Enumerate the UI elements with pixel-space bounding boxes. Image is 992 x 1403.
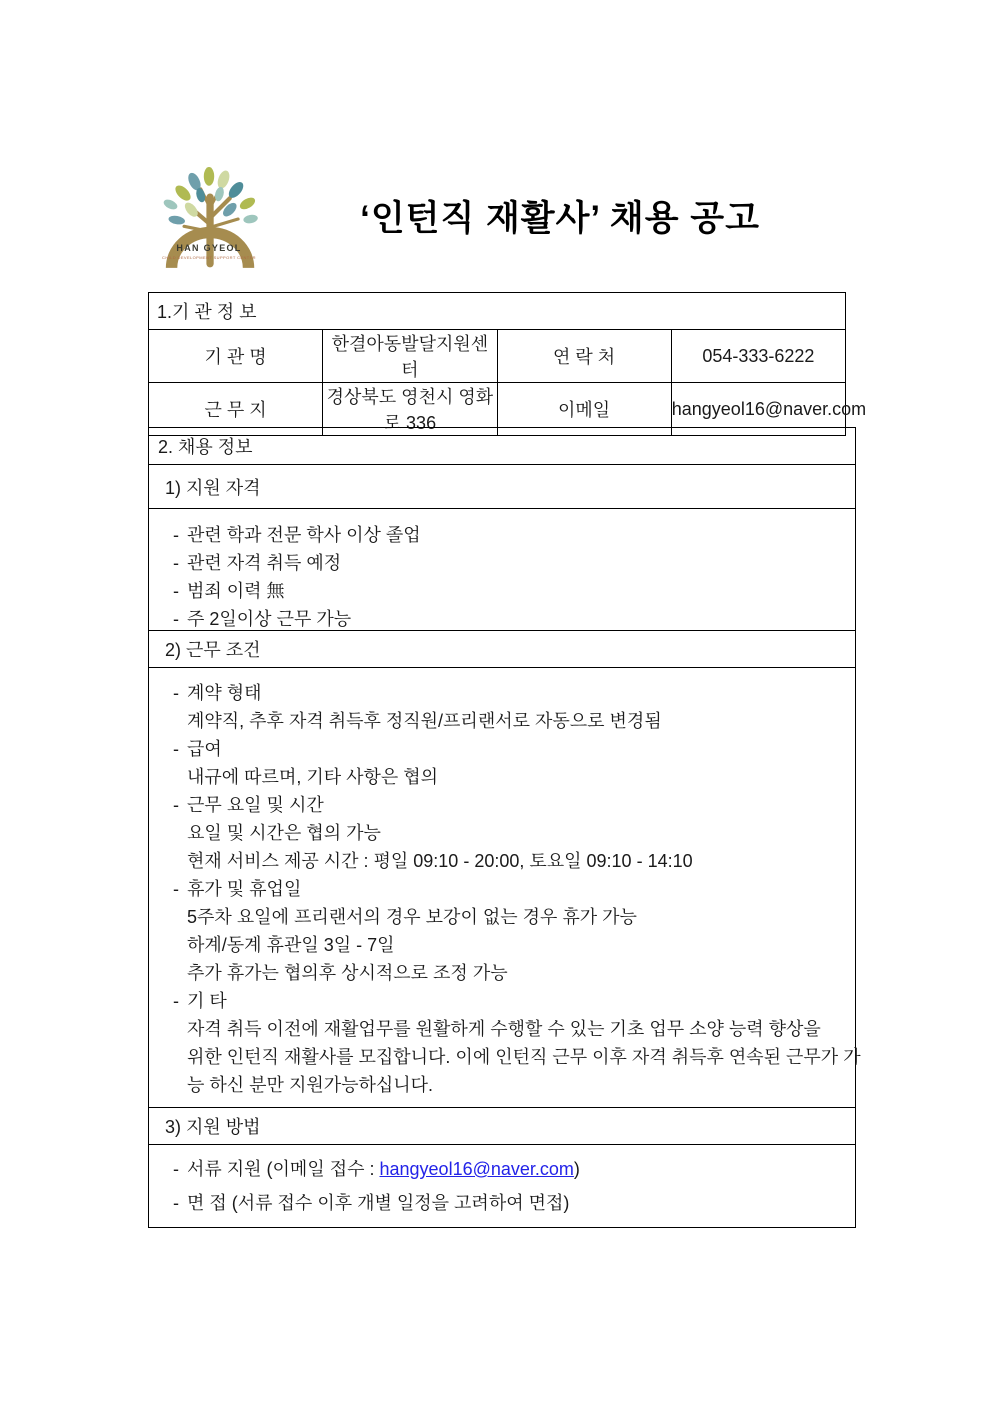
bullet-item: - 관련 자격 취득 예정 bbox=[149, 549, 855, 577]
dash-glyph: - bbox=[173, 739, 179, 759]
contact-label: 연 락 처 bbox=[497, 330, 671, 383]
org-info-table bbox=[148, 292, 867, 436]
dash-glyph: - bbox=[173, 1193, 179, 1213]
recruit-info-table-title: 2. 채용 정보 bbox=[149, 428, 855, 465]
bullet-item: - 범죄 이력 無 bbox=[149, 577, 855, 605]
bullet-item: - 주 2일이상 근무 가능 bbox=[149, 605, 855, 633]
section-heading-apply-method: 3) 지원 방법 bbox=[149, 1108, 855, 1145]
qualifications-list bbox=[149, 509, 855, 631]
dash-glyph: - bbox=[173, 991, 179, 1011]
bullet-item: - 근무 요일 및 시간 bbox=[149, 791, 855, 819]
section-heading-qualifications: 1) 지원 자격 bbox=[149, 465, 855, 509]
continuation-line: 능 하신 분만 지원가능하십니다. bbox=[187, 1075, 434, 1095]
dash-glyph: - bbox=[173, 581, 179, 601]
continuation-line: 추가 휴가는 협의후 상시적으로 조정 가능 bbox=[187, 963, 508, 983]
recruit-info-table bbox=[148, 427, 861, 1228]
continuation-line: 자격 취득 이전에 재활업무를 원활하게 수행할 수 있는 기초 업무 소양 능력 향상을 bbox=[187, 1019, 821, 1039]
org-name-value: 한결아동발달지원센터 bbox=[323, 330, 497, 383]
continuation-line: 현재 서비스 제공 시간 : 평일 09:10 - 20:00, 토요일 09:10 - 14:10 bbox=[187, 851, 693, 871]
dash-glyph: - bbox=[173, 879, 179, 899]
dash-glyph: - bbox=[173, 795, 179, 815]
email-label: 이메일 bbox=[497, 383, 671, 436]
email-link[interactable]: hangyeol16@naver.com bbox=[379, 1159, 574, 1179]
workplace-label: 근 무 지 bbox=[149, 383, 323, 436]
org-info-table-title: 1.기 관 정 보 bbox=[149, 293, 846, 330]
apply-method-list bbox=[149, 1145, 855, 1227]
dash-glyph: - bbox=[173, 609, 179, 629]
dash-glyph: - bbox=[173, 553, 179, 573]
logo-subtext: CHILD DEVELOPMENT SUPPORT CENTER bbox=[162, 255, 256, 260]
working-conditions-list bbox=[149, 668, 861, 1108]
org-name-label: 기 관 명 bbox=[149, 330, 323, 383]
continuation-line: 하계/동계 휴관일 3일 - 7일 bbox=[187, 935, 395, 955]
bullet-item: - 기 타 bbox=[149, 987, 855, 1015]
bullet-item: - 휴가 및 휴업일 bbox=[149, 875, 855, 903]
bullet-item: - 관련 학과 전문 학사 이상 졸업 bbox=[149, 521, 855, 549]
continuation-line: 5주차 요일에 프리랜서의 경우 보강이 없는 경우 휴가 가능 bbox=[187, 907, 637, 927]
workplace-value: 경상북도 영천시 영화로 336 bbox=[323, 383, 497, 436]
continuation-line: 요일 및 시간은 협의 가능 bbox=[187, 823, 381, 843]
bullet-item: - 서류 지원 (이메일 접수 : hangyeol16@naver.com) bbox=[149, 1152, 855, 1186]
bullet-item: - 면 접 (서류 접수 이후 개별 일정을 고려하여 면접) bbox=[149, 1186, 855, 1220]
continuation-line: 계약직, 추후 자격 취득후 정직원/프리랜서로 자동으로 변경됨 bbox=[187, 711, 662, 731]
bullet-item: - 급여 bbox=[149, 735, 855, 763]
page-title: ‘인턴직 재활사’ 채용 공고 bbox=[360, 199, 760, 238]
continuation-line: 위한 인턴직 재활사를 모집합니다. 이에 인턴직 근무 이후 자격 취득후 연속된 근무가 가 bbox=[187, 1047, 861, 1067]
email-value: hangyeol16@naver.com bbox=[671, 383, 845, 436]
continuation-line: 내규에 따르며, 기타 사항은 협의 bbox=[187, 767, 439, 787]
contact-value: 054-333-6222 bbox=[671, 330, 845, 383]
section-heading-working-conditions: 2) 근무 조건 bbox=[149, 631, 855, 668]
dash-glyph: - bbox=[173, 1159, 179, 1179]
table-row bbox=[149, 330, 846, 383]
dash-glyph: - bbox=[173, 683, 179, 703]
hangyeol-logo bbox=[156, 166, 262, 270]
dash-glyph: - bbox=[173, 525, 179, 545]
bullet-item: - 계약 형태 bbox=[149, 679, 855, 707]
logo-name: HAN GYEOL bbox=[176, 243, 242, 253]
